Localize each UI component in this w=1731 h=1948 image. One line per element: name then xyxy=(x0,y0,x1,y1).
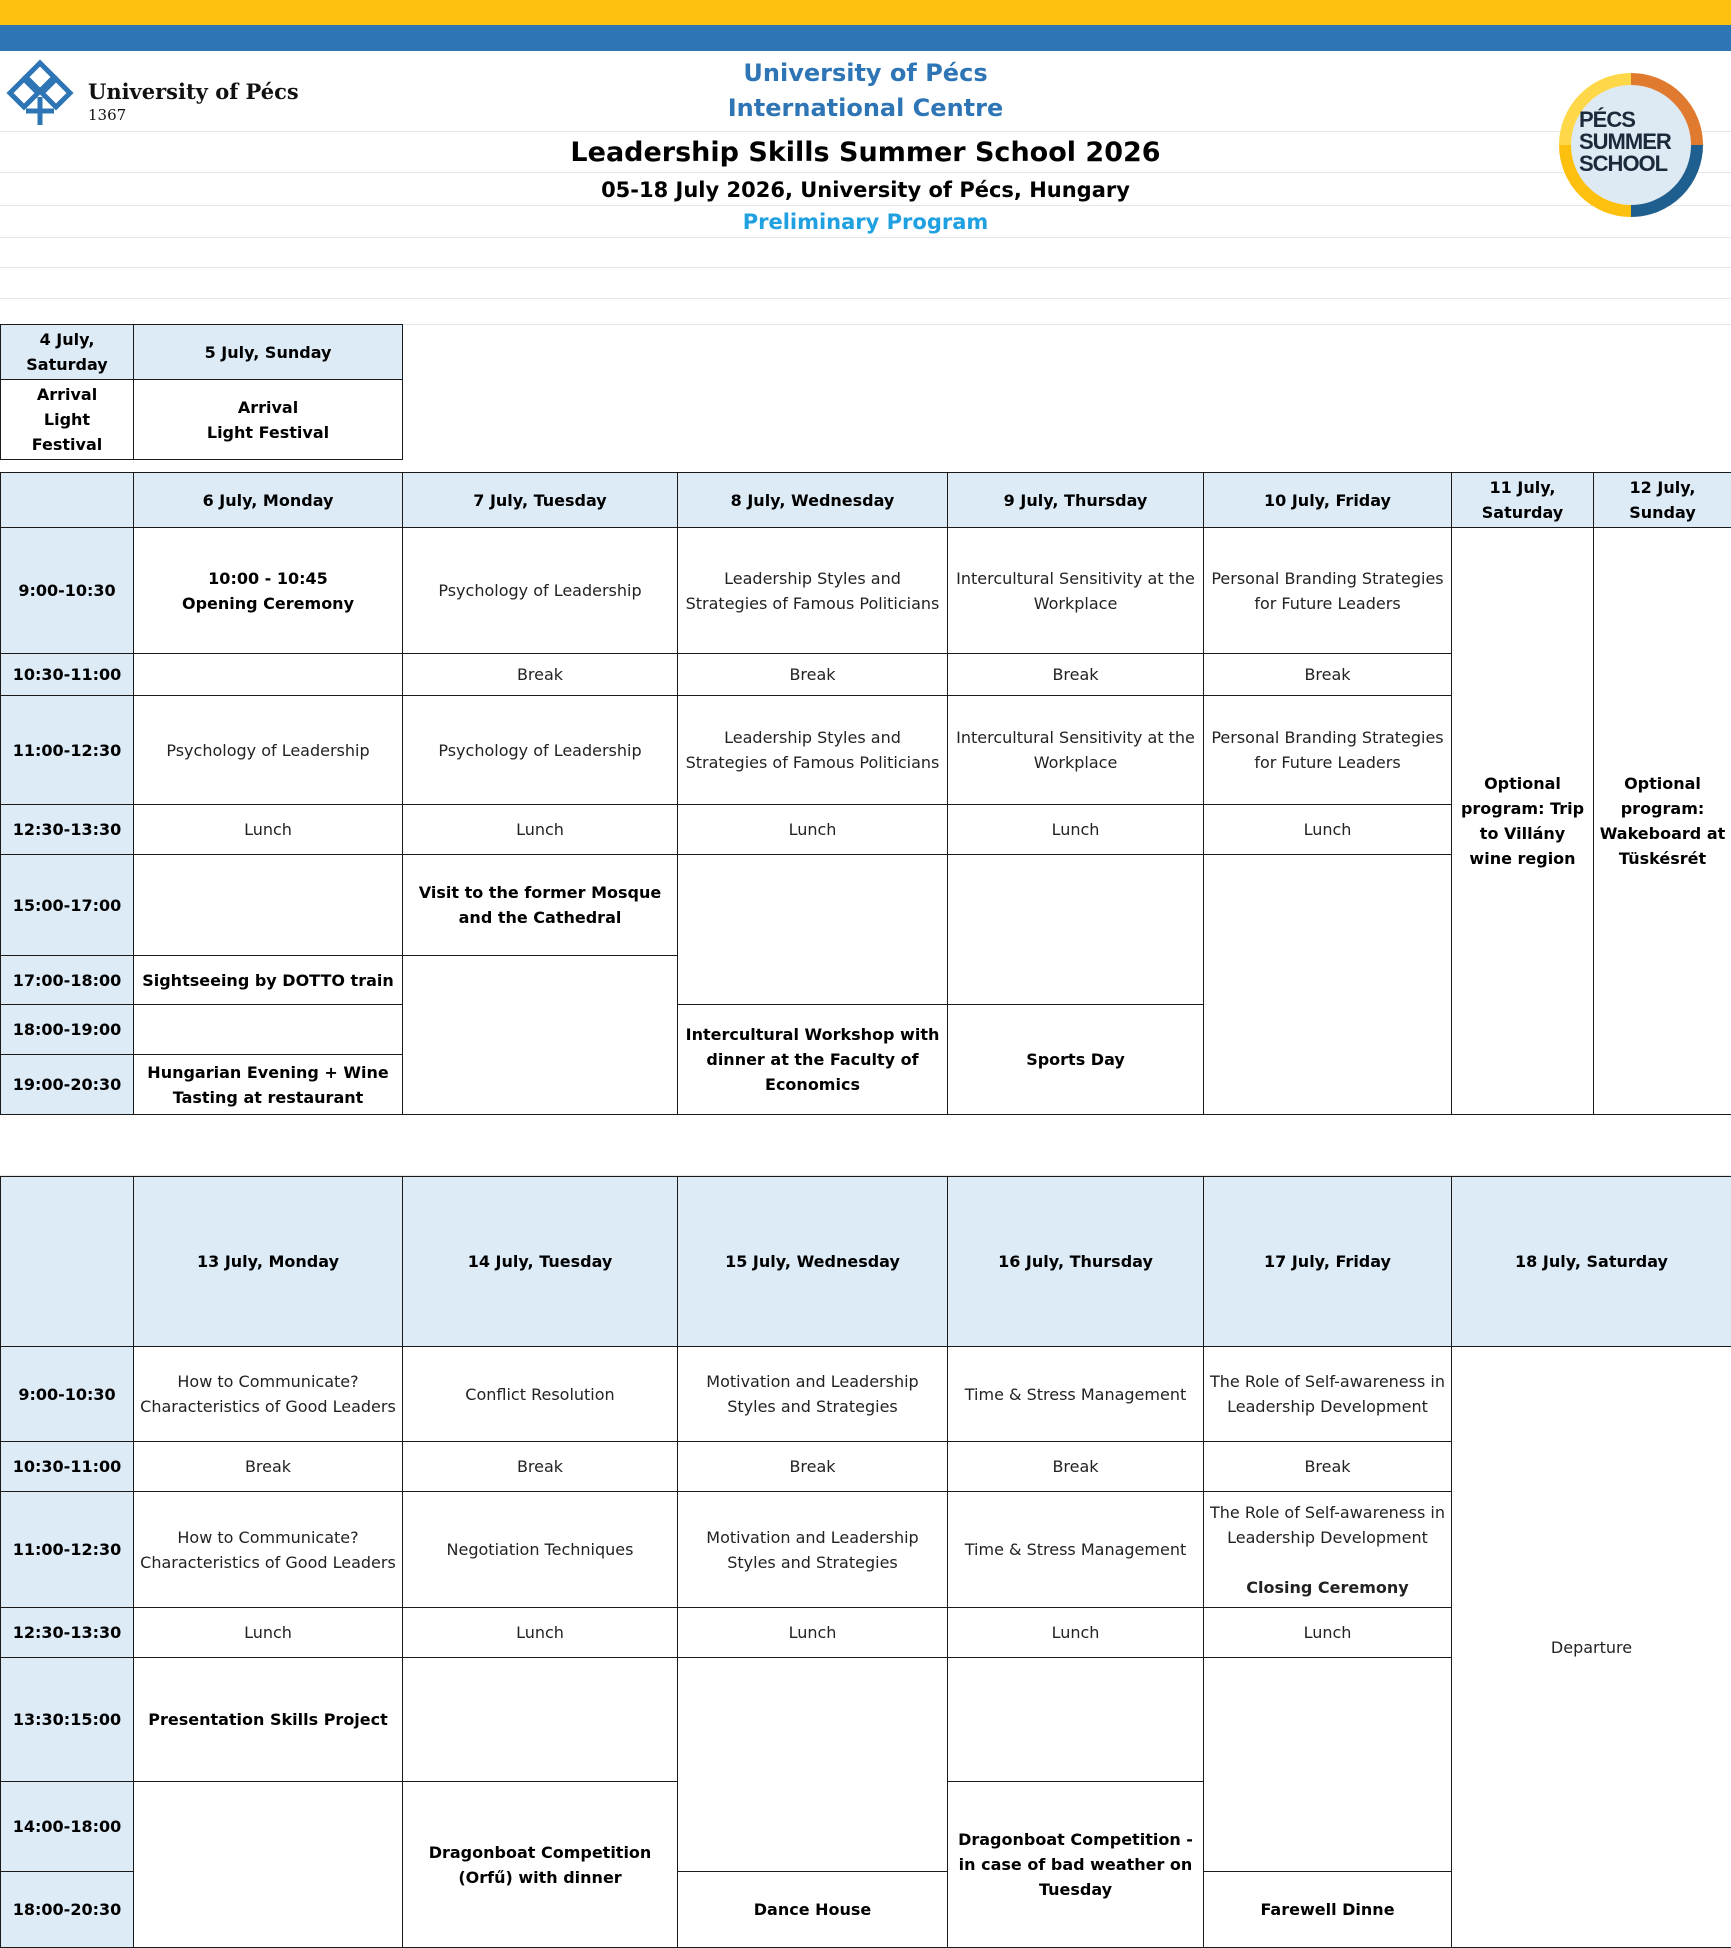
presentation-project-cell: Presentation Skills Project xyxy=(134,1658,403,1782)
time-slot: 18:00-20:30 xyxy=(1,1872,134,1948)
lunch-cell: Lunch xyxy=(1204,805,1452,855)
lunch-cell: Lunch xyxy=(1204,1608,1452,1658)
badge-line-2: SUMMER xyxy=(1579,131,1671,153)
optional-wakeboard-cell: Optional program: Wakeboard at Tüskésrét xyxy=(1594,528,1731,1115)
sports-day-cell: Sports Day xyxy=(948,1005,1204,1115)
session-cell: Conflict Resolution xyxy=(403,1347,678,1442)
day-header: 18 July, Saturday xyxy=(1452,1177,1731,1347)
lunch-cell: Lunch xyxy=(948,805,1204,855)
empty-cell xyxy=(134,654,403,696)
session-cell: Leadership Styles and Strategies of Famous Politicians xyxy=(678,528,948,654)
time-slot: 13:30:15:00 xyxy=(1,1658,134,1782)
page-dates: 05-18 July 2026, University of Pécs, Hungary xyxy=(0,178,1731,202)
workshop-cell: Intercultural Workshop with dinner at the Faculty of Economics xyxy=(678,1005,948,1115)
closing-ceremony-label: Closing Ceremony xyxy=(1246,1578,1408,1597)
top-blue-bar xyxy=(0,25,1731,51)
badge-line-1: PÉCS xyxy=(1579,109,1671,131)
dragonboat-cell: Dragonboat Competition (Orfű) with dinner xyxy=(403,1782,678,1948)
dotto-train-cell: Sightseeing by DOTTO train xyxy=(134,956,403,1005)
session-cell: Psychology of Leadership xyxy=(403,528,678,654)
day-header: 13 July, Monday xyxy=(134,1177,403,1347)
day-header: 9 July, Thursday xyxy=(948,473,1204,528)
lunch-cell: Lunch xyxy=(678,1608,948,1658)
time-slot: 17:00-18:00 xyxy=(1,956,134,1005)
lunch-cell: Lunch xyxy=(403,805,678,855)
break-cell: Break xyxy=(678,1442,948,1492)
break-cell: Break xyxy=(948,654,1204,696)
session-cell: Time & Stress Management xyxy=(948,1347,1204,1442)
break-cell: Break xyxy=(1204,654,1452,696)
break-cell: Break xyxy=(1204,1442,1452,1492)
break-cell: Break xyxy=(948,1442,1204,1492)
session-cell: Negotiation Techniques xyxy=(403,1492,678,1608)
break-cell: Break xyxy=(403,654,678,696)
day-header: 12 July, Sunday xyxy=(1594,473,1731,528)
arrival-cell: Arrival Light Festival xyxy=(1,380,134,460)
dance-house-cell: Dance House xyxy=(678,1872,948,1948)
session-cell: Personal Branding Strategies for Future Leaders xyxy=(1204,528,1452,654)
mosque-visit-cell: Visit to the former Mosque and the Cathedral xyxy=(403,855,678,956)
dragonboat-alternative-cell: Dragonboat Competition - in case of bad weather on Tuesday xyxy=(948,1782,1204,1948)
session-cell: Motivation and Leadership Styles and Strategies xyxy=(678,1492,948,1608)
opening-ceremony-cell: 10:00 - 10:45 Opening Ceremony xyxy=(134,528,403,654)
arrival-cell: Arrival Light Festival xyxy=(134,380,403,460)
session-cell: Intercultural Sensitivity at the Workplace xyxy=(948,528,1204,654)
time-slot: 11:00-12:30 xyxy=(1,696,134,805)
day-header: 5 July, Sunday xyxy=(134,325,403,380)
time-slot: 10:30-11:00 xyxy=(1,654,134,696)
time-slot: 15:00-17:00 xyxy=(1,855,134,956)
empty-cell xyxy=(678,855,948,1005)
session-cell: The Role of Self-awareness in Leadership Development xyxy=(1204,1347,1452,1442)
top-yellow-bar xyxy=(0,0,1731,25)
empty-cell xyxy=(678,1658,948,1872)
day-header: 17 July, Friday xyxy=(1204,1177,1452,1347)
session-cell: Motivation and Leadership Styles and Strategies xyxy=(678,1347,948,1442)
day-header: 7 July, Tuesday xyxy=(403,473,678,528)
badge-line-3: SCHOOL xyxy=(1579,153,1671,175)
page-title: Leadership Skills Summer School 2026 xyxy=(0,137,1731,168)
day-header: 14 July, Tuesday xyxy=(403,1177,678,1347)
page-header xyxy=(0,51,1731,238)
day-header: 4 July, Saturday xyxy=(1,325,134,380)
session-cell: Time & Stress Management xyxy=(948,1492,1204,1608)
empty-cell xyxy=(134,1005,403,1055)
hungarian-evening-cell: Hungarian Evening + Wine Tasting at restaurant xyxy=(134,1055,403,1115)
empty-cell xyxy=(1204,1658,1452,1872)
empty-cell xyxy=(403,956,678,1115)
empty-cell xyxy=(134,855,403,956)
time-slot: 19:00-20:30 xyxy=(1,1055,134,1115)
session-cell: How to Communicate? Characteristics of Good Leaders xyxy=(134,1492,403,1608)
session-cell: How to Communicate? Characteristics of Good Leaders xyxy=(134,1347,403,1442)
week1-table xyxy=(0,472,1731,1115)
departure-cell: Departure xyxy=(1452,1347,1731,1948)
day-header: 16 July, Thursday xyxy=(948,1177,1204,1347)
day-header: 6 July, Monday xyxy=(134,473,403,528)
time-header-empty xyxy=(1,473,134,528)
optional-trip-cell: Optional program: Trip to Villány wine region xyxy=(1452,528,1594,1115)
lunch-cell: Lunch xyxy=(948,1608,1204,1658)
time-slot: 9:00-10:30 xyxy=(1,528,134,654)
founded-year: 1367 xyxy=(88,106,126,124)
lunch-cell: Lunch xyxy=(134,1608,403,1658)
break-cell: Break xyxy=(134,1442,403,1492)
time-slot: 11:00-12:30 xyxy=(1,1492,134,1608)
day-header: 10 July, Friday xyxy=(1204,473,1452,528)
empty-cell xyxy=(134,1782,403,1948)
session-cell: Psychology of Leadership xyxy=(403,696,678,805)
lunch-cell: Lunch xyxy=(403,1608,678,1658)
empty-cell xyxy=(948,1658,1204,1782)
farewell-dinner-cell: Farewell Dinne xyxy=(1204,1872,1452,1948)
session-cell: Personal Branding Strategies for Future Leaders xyxy=(1204,696,1452,805)
session-cell: Intercultural Sensitivity at the Workplace xyxy=(948,696,1204,805)
week2-table xyxy=(0,1176,1731,1948)
session-cell: Psychology of Leadership xyxy=(134,696,403,805)
time-slot: 9:00-10:30 xyxy=(1,1347,134,1442)
time-header-empty xyxy=(1,1177,134,1347)
self-awareness-closing-cell: The Role of Self-awareness in Leadership Development Closing Ceremony xyxy=(1204,1492,1452,1608)
arrival-table xyxy=(0,324,403,460)
time-slot: 18:00-19:00 xyxy=(1,1005,134,1055)
lunch-cell: Lunch xyxy=(678,805,948,855)
time-slot: 12:30-13:30 xyxy=(1,1608,134,1658)
empty-cell xyxy=(1204,855,1452,1115)
time-slot: 12:30-13:30 xyxy=(1,805,134,855)
day-header: 8 July, Wednesday xyxy=(678,473,948,528)
summer-school-badge xyxy=(1557,71,1705,219)
university-name: University of Pécs xyxy=(88,79,299,104)
session-cell: Leadership Styles and Strategies of Famous Politicians xyxy=(678,696,948,805)
lunch-cell: Lunch xyxy=(134,805,403,855)
break-cell: Break xyxy=(678,654,948,696)
header-university: University of Pécs xyxy=(0,59,1731,87)
day-header: 11 July, Saturday xyxy=(1452,473,1594,528)
break-cell: Break xyxy=(403,1442,678,1492)
time-slot: 14:00-18:00 xyxy=(1,1782,134,1872)
empty-cell xyxy=(948,855,1204,1005)
empty-cell xyxy=(403,1658,678,1782)
time-slot: 10:30-11:00 xyxy=(1,1442,134,1492)
header-centre: International Centre xyxy=(0,94,1731,122)
day-header: 15 July, Wednesday xyxy=(678,1177,948,1347)
page-subtitle: Preliminary Program xyxy=(0,210,1731,234)
